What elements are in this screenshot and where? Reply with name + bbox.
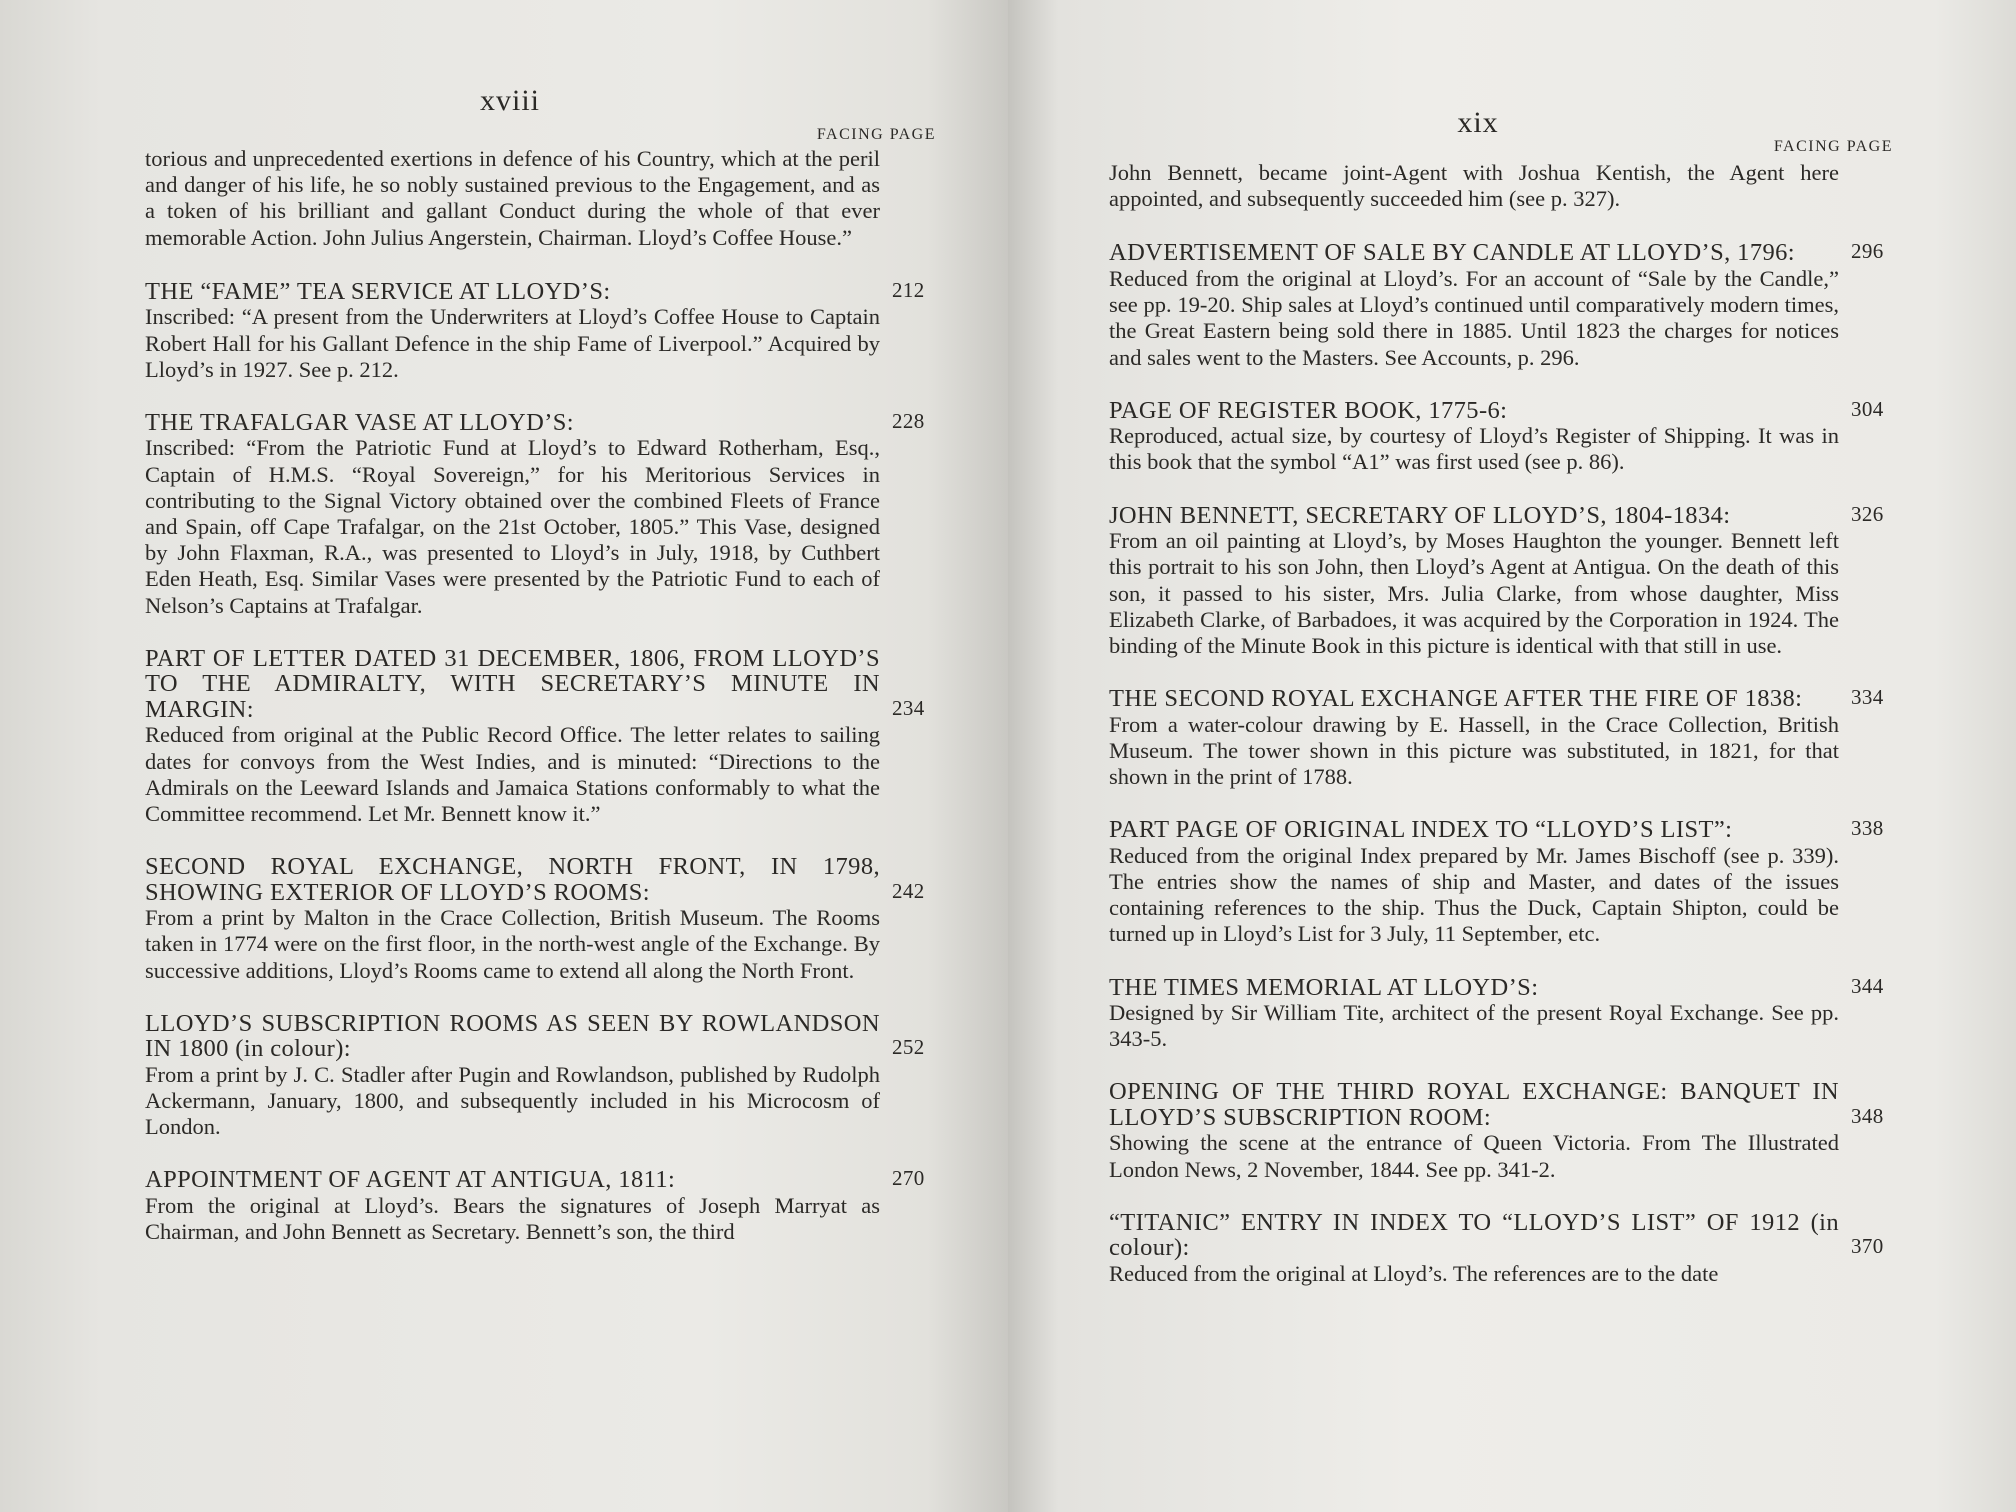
entry-page-number: 348 [1851, 1103, 1884, 1128]
entry-description: Reduced from original at the Public Record Office. The letter relates to sailing dates for convoys from the West Indies, and is minuted: “Directions to the Admirals on the Leeward Islands and Jamaica Stations conformably to what the Committee recommend. Let Mr. Bennett know it.” [145, 722, 880, 826]
entry-page-number: 228 [892, 408, 925, 433]
entry-heading: THE “FAME” TEA SERVICE AT LLOYD’S: 212 [145, 279, 880, 305]
entry-description: From an oil painting at Lloyd’s, by Moses Haughton the younger. Bennett left this portrait to his son John, then Lloyd’s Agent at Antigua. On the death of this son, it passed to his sister, Mrs. Julia Clarke, from whose daughter, Miss Elizabeth Clarke, of Barbadoes, it was acquired by the Corporation in 1924. The binding of the Minute Book in this picture is identical with that still in use. [1109, 528, 1839, 658]
entry-description: Reduced from the original at Lloyd’s. For an account of “Sale by the Candle,” see pp. 19-20. Ship sales at Lloyd’s continued until comparatively modern times, the Great Eastern being sold there in 1885. Until 1823 the charges for notices and sales went to the Masters. See Accounts, p. 296. [1109, 265, 1839, 370]
list-item [1109, 685, 1884, 790]
list-item [1109, 501, 1884, 660]
entry-description: Designed by Sir William Tite, architect of the present Royal Exchange. See pp. 343-5. [1109, 1000, 1839, 1052]
facing-page-label: FACING PAGE [816, 126, 936, 143]
right-page [1008, 0, 2016, 1512]
list-item [145, 277, 925, 383]
entry-description: Reduced from the original at Lloyd’s. The references are to the date [1109, 1260, 1719, 1286]
entry-heading: APPOINTMENT OF AGENT AT ANTIGUA, 1811: 270 [145, 1167, 880, 1193]
entry-heading: ADVERTISEMENT OF SALE BY CANDLE AT LLOYD’S, 1796: 296 [1109, 240, 1839, 266]
list-of-illustrations [1109, 160, 1884, 1287]
list-item [145, 408, 925, 619]
entry-heading: JOHN BENNETT, SECRETARY OF LLOYD’S, 1804-1834: 326 [1109, 503, 1839, 529]
page-number: xix [1457, 106, 1499, 139]
entry-heading: THE TRAFALGAR VASE AT LLOYD’S: 228 [145, 410, 880, 436]
entry-page-number: 296 [1851, 239, 1884, 264]
entry-page-number: 270 [892, 1166, 925, 1191]
entry-page-number: 344 [1851, 973, 1884, 998]
entry-description: From a print by J. C. Stadler after Pugin and Rowlandson, published by Rudolph Ackermann, January, 1800, and subsequently included in his Microcosm of London. [145, 1061, 880, 1140]
entry-description: Inscribed: “A present from the Underwriters at Lloyd’s Coffee House to Captain Robert Hall for his Gallant Defence in the ship Fame of Liverpool.” Acquired by Lloyd’s in 1927. See p. 212. [145, 304, 880, 382]
entry-description: Reproduced, actual size, by courtesy of Lloyd’s Register of Shipping. It was in this book that the symbol “A1” was first used (see p. 86). [1109, 423, 1839, 475]
entry-heading: THE TIMES MEMORIAL AT LLOYD’S: 344 [1109, 975, 1839, 1001]
list-item [145, 1166, 925, 1245]
entry-page-number: 304 [1851, 396, 1884, 421]
entry-page-number: 252 [892, 1035, 925, 1060]
list-item [1109, 816, 1884, 947]
list-item [1109, 239, 1884, 370]
list-item [1109, 1078, 1884, 1182]
entry-heading: “TITANIC” ENTRY IN INDEX TO “LLOYD’S LIST” OF 1912 (in colour): 370 [1109, 1210, 1839, 1261]
entry-description: Reduced from the original Index prepared by Mr. James Bischoff (see p. 339). The entries show the names of ship and Master, and dates of the issues containing references to the ship. Thus the Duck, Captain Shipton, could be turned up in Lloyd’s List for 3 July, 11 September, etc. [1109, 842, 1839, 947]
list-item [1109, 1208, 1884, 1287]
list-item [145, 644, 925, 827]
entry-heading: LLOYD’S SUBSCRIPTION ROOMS AS SEEN BY ROWLANDSON IN 1800 (in colour): 252 [145, 1011, 880, 1062]
entry-heading: SECOND ROYAL EXCHANGE, NORTH FRONT, IN 1798, SHOWING EXTERIOR OF LLOYD’S ROOMS: 242 [145, 854, 880, 905]
entry-page-number: 370 [1851, 1234, 1884, 1259]
entry-heading: OPENING OF THE THIRD ROYAL EXCHANGE: BANQUET IN LLOYD’S SUBSCRIPTION ROOM: 348 [1109, 1079, 1839, 1130]
list-of-illustrations [145, 146, 925, 1245]
list-item [1109, 396, 1884, 476]
entry-heading: PART PAGE OF ORIGINAL INDEX TO “LLOYD’S LIST”: 338 [1109, 817, 1839, 843]
entry-page-number: 338 [1851, 816, 1884, 841]
entry-description: Inscribed: “From the Patriotic Fund at Lloyd’s to Edward Rotherham, Esq., Captain of H.M.S. “Royal Sovereign,” for his Meritorious Services in contributing to the Signal Victory obtained over the combined Fleets of France and Spain, off Cape Trafalgar, on the 21st October, 1805.” This Vase, designed by John Flaxman, R.A., was presented to Lloyd’s in July, 1918, by Cuthbert Eden Heath, Esq. Similar Vases were presented by the Patriotic Fund to each of Nelson’s Captains at Trafalgar. [145, 435, 880, 618]
entry-page-number: 334 [1851, 685, 1884, 710]
continued-text: torious and unprecedented exertions in defence of his Country, which at the peril and danger of his life, he so nobly sustained previous to the Engagement, and as a token of his brilliant and gallant Conduct during the whole of that ever memorable Action. John Julius Angerstein, Chairman. Lloyd’s Coffee House.” [145, 146, 880, 250]
entry-heading: PAGE OF REGISTER BOOK, 1775-6: 304 [1109, 398, 1839, 424]
entry-description: From a water-colour drawing by E. Hassell, in the Crace Collection, British Museum. The tower shown in this picture was substituted, in 1821, for that shown in the print of 1788. [1109, 711, 1839, 790]
entry-page-number: 212 [892, 277, 925, 302]
entry-heading: THE SECOND ROYAL EXCHANGE AFTER THE FIRE OF 1838: 334 [1109, 686, 1839, 712]
entry-page-number: 242 [892, 878, 925, 903]
entry-page-number: 234 [892, 695, 925, 720]
continued-text: John Bennett, became joint-Agent with Joshua Kentish, the Agent here appointed, and subsequently succeeded him (see p. 327). [1109, 160, 1839, 212]
facing-page-label: FACING PAGE [1773, 138, 1893, 155]
entry-description: From a print by Malton in the Crace Collection, British Museum. The Rooms taken in 1774 were on the first floor, in the north-west angle of the Exchange. By successive additions, Lloyd’s Rooms came to extend all along the North Front. [145, 905, 880, 983]
entry-heading: PART OF LETTER DATED 31 DECEMBER, 1806, FROM LLOYD’S TO THE ADMIRALTY, WITH SECRETARY’S MINUTE IN MARGIN: 234 [145, 646, 880, 723]
entry-description: Showing the scene at the entrance of Queen Victoria. From The Illustrated London News, 2 November, 1844. See pp. 341-2. [1109, 1130, 1839, 1182]
page-number: xviii [479, 84, 540, 117]
entry-page-number: 326 [1851, 501, 1884, 526]
list-item [145, 853, 925, 984]
list-item [145, 1009, 925, 1141]
list-item [1109, 973, 1884, 1053]
entry-description: From the original at Lloyd’s. Bears the signatures of Joseph Marryat as Chairman, and John Bennett as Secretary. Bennett’s son, the third [145, 1192, 880, 1245]
